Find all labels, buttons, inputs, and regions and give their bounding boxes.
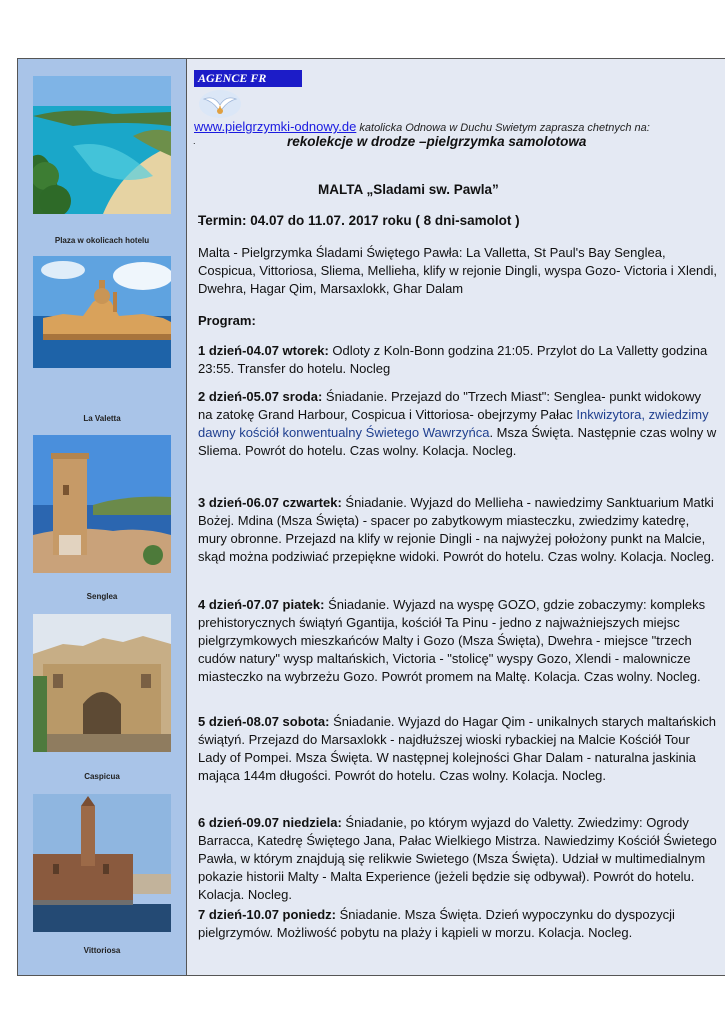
day-description: Śniadanie. Wyjazd do Mellieha - nawiedzimy Sanktuarium Matki Bożej. Mdina (Msza Święta) - spacer po zabytkowym miasteczku, zwiedzimy katedrę, mury obronne. Przejazd na klify w rejonie Dingli - na najwyżej położony punkt na Malcie, skąd można podziwiać przepiękne widoki. Powrót do hotelu. Czas wolny. Kolacja. Nocleg. <box>198 495 715 564</box>
trip-dates: Termin: 04.07 do 11.07. 2017 roku ( 8 dni-samolot ) <box>198 213 520 228</box>
city-photo <box>33 256 171 394</box>
photo-caption: La Valetta <box>83 414 121 423</box>
day-description-highlight: Inkwizytora, zwiedzimy dawny kościół konwentualny Świetego Wawrzyńca <box>198 407 709 440</box>
day-heading: 5 dzień-08.07 sobota: <box>198 714 330 729</box>
day-description: Śniadanie, po którym wyjazd do Valetty. Zwiedzimy: Ogrody Barracca, Katedrę Świętego Jana, Pałac Wielkiego Mistrza. Nawiedzimy Kościół Świetego Pawła, w którym znajdują się relikwie Swietego (Msza Święta). Udział w multimedialnym pokazie historii Malty - Malta Experience (jeżeli będzie się odbywał). Powrót do hotelu. Kolacja. Nocleg. <box>198 815 717 902</box>
day-6 <box>198 814 718 904</box>
day-heading: 6 dzień-09.07 niedziela: <box>198 815 342 830</box>
agency-label: AGENCE FR <box>194 70 302 87</box>
day-4 <box>198 596 718 686</box>
day-description: Odloty z Koln-Bonn godzina 21:05. Przylot do La Valletty godzina 23:55. Transfer do hotelu. Nocleg <box>198 343 708 376</box>
website-description: katolicka Odnowa w Duchu Swietym zaprasza chetnych na: <box>359 122 650 134</box>
day-description: Śniadanie. Wyjazd do Hagar Qim - unikalnych starych maltańskich świątyń. Przejazd do Marsaxlokk - najdłuższej wioski rybackiej na Malcie Kościół Tour Lady of Pompei. Msza Święta. W następnej kolejności Ghar Dalam - naturalna jaskinia mająca 144m długości. Powrót do hotelu. Czas wolny. Kolacja. Nocleg. <box>198 714 716 783</box>
day-3 <box>198 494 718 566</box>
day-description: Śniadanie. Msza Święta. Dzień wypoczynku do dyspozycji pielgrzymów. Możliwość pobytu na plaży i kąpieli w morzu. Kolacja. Nocleg. <box>198 907 675 940</box>
intro-paragraph: Malta - Pielgrzymka Śladami Świętego Pawła: La Valletta, St Paul's Bay Senglea, Cospicua, Vittoriosa, Sliema, Mellieha, klify w rejonie Dingli, wyspa Gozo- Victoria i Xlendi, Dwehra, Hagar Qim, Marsaxlokk, Ghar Dalam <box>198 245 718 296</box>
day-heading: 4 dzień-07.07 piatek: <box>198 597 325 612</box>
gate-photo <box>33 614 171 752</box>
dot-mark: . <box>193 136 196 146</box>
page-title: MALTA „Sladami sw. Pawla” <box>318 182 499 197</box>
day-5 <box>198 713 718 785</box>
tower-photo <box>33 435 171 573</box>
day-1 <box>198 342 718 378</box>
day-description-end: . Msza Święta. Następnie czas wolny w Sliema. Powrót do hotelu. Czas wolny. Kolacja. Nocleg. <box>198 425 717 458</box>
day-heading: 7 dzień-10.07 poniedz: <box>198 907 336 922</box>
day-description: Śniadanie. Przejazd do "Trzech Miast": Senglea- punkt widokowy na zatokę Grand Harbour, Cospicua i Vittoriosa- obejrzymy Pałac <box>198 389 701 422</box>
program-label: Program: <box>198 313 256 328</box>
harbour-photo <box>33 794 171 932</box>
photo-caption: Plaza w okolicach hotelu <box>54 236 150 245</box>
day-7 <box>198 906 718 942</box>
day-heading: 3 dzień-06.07 czwartek: <box>198 495 342 510</box>
photo-caption: Caspicua <box>84 772 120 781</box>
website-line <box>194 119 650 134</box>
day-description: Śniadanie. Wyjazd na wyspę GOZO, gdzie zobaczymy: kompleks prehistorycznych świątyń Ggantija, kościół Ta Pinu - jedno z najważniejszych miejsc pielgrzymkowych mieszkańców Malty i Gozo (Msza Święta), Dwehra - miejsce "trzech cudów natury" wysp maltańskich, Victoria - "stolicę" wyspy Gozo, Xlendi - malownicze miasteczko na wybrzeżu Gozo. Powrót promem na Maltę. Kolacja. Czas wolny. Nocleg. <box>198 597 706 684</box>
beach-photo <box>33 76 171 214</box>
day-heading: 2 dzień-05.07 sroda: <box>198 389 323 404</box>
photo-caption: Senglea <box>86 592 118 601</box>
day-2 <box>198 388 718 460</box>
photo-caption: Vittoriosa <box>83 946 121 955</box>
website-link[interactable]: www.pielgrzymki-odnowy.de <box>194 119 357 134</box>
page-subtitle: rekolekcje w drodze –pielgrzymka samolotowa <box>287 134 587 149</box>
day-heading: 1 dzień-04.07 wtorek: <box>198 343 329 358</box>
dove-logo-icon <box>198 89 242 119</box>
